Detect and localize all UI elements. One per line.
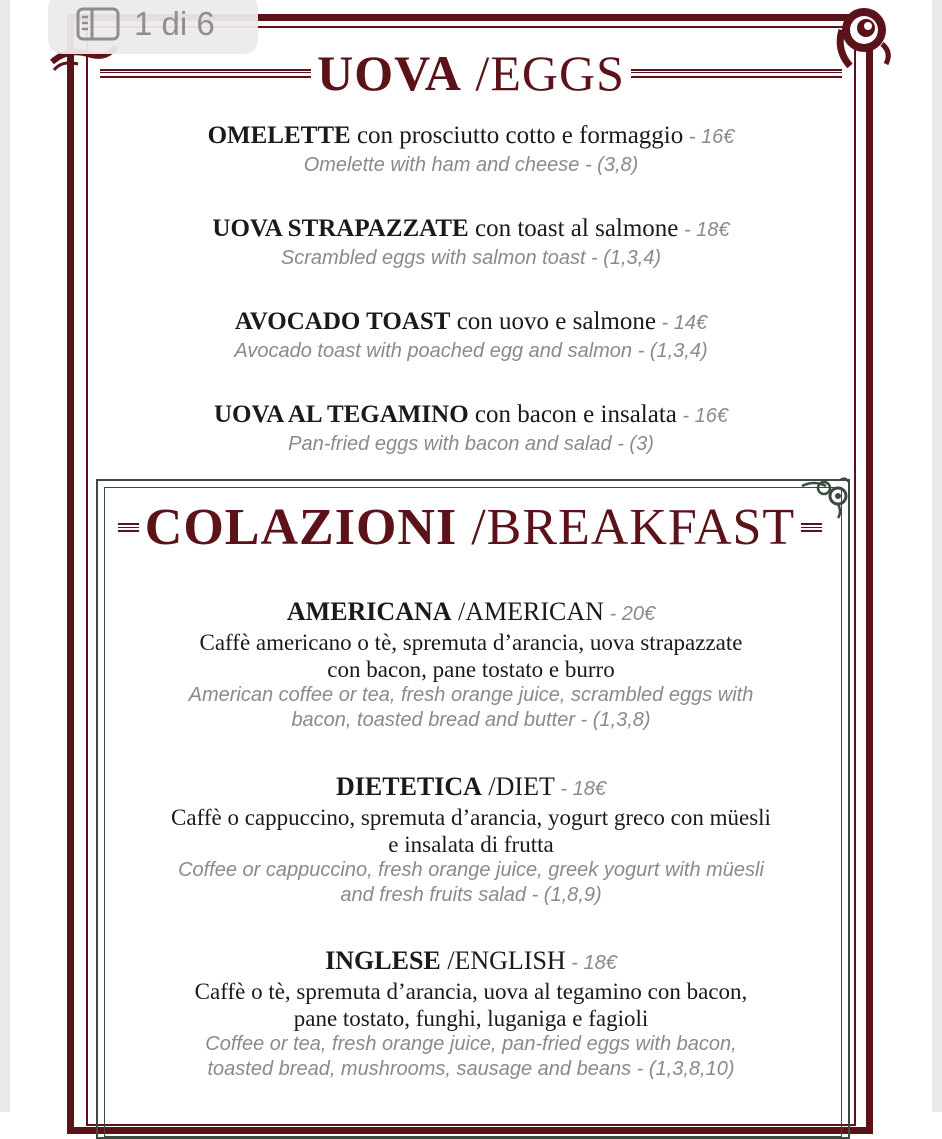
item-price: - 14€: [655, 312, 708, 334]
item-price: - 18€: [554, 778, 606, 800]
breakfast-title-sep: /: [457, 499, 487, 556]
item-translation: Omelette with ham and cheese - (3,8): [303, 154, 639, 176]
item-translation: American coffee or tea, fresh orange juice, scrambled eggs with: [188, 684, 754, 706]
menu-item-uova-al-tegamino: [100, 400, 842, 457]
menu-item-omelette: [100, 121, 842, 178]
breakfast-title-en: BREAKFAST: [486, 499, 796, 556]
item-name: OMELETTE: [207, 122, 351, 149]
item-translation: toasted bread, mushrooms, sausage and beans - (1,3,8,10): [207, 1058, 735, 1080]
page-edge-right: [932, 0, 942, 1112]
menu-item-uova-strapazzate: [100, 214, 842, 271]
item-translation: Avocado toast with poached egg and salmon - (1,3,4): [234, 340, 708, 362]
item-translation: Coffee or tea, fresh orange juice, pan-fried eggs with bacon,: [205, 1033, 737, 1055]
page-indicator[interactable]: [48, 0, 258, 54]
heading-rule-right: [801, 523, 822, 532]
item-name: UOVA AL TEGAMINO: [213, 401, 469, 428]
menu-item-dietetica: [120, 772, 822, 908]
item-price: - 16€: [676, 405, 729, 427]
item-price: - 16€: [683, 126, 735, 148]
heading-rule-right: [631, 69, 842, 78]
item-name-en: /ENGLISH: [440, 946, 566, 975]
page-edge-left: [0, 0, 10, 1112]
menu-item-inglese: [120, 946, 822, 1082]
item-name: DIETETICA: [335, 772, 482, 801]
item-description-it: Caffè o tè, spremuta d’arancia, uova al tegamino con bacon,: [194, 979, 748, 1004]
item-detail: con bacon e insalata: [468, 401, 677, 428]
item-description-it: e insalata di frutta: [388, 832, 554, 857]
menu-item-avocado-toast: [100, 307, 842, 364]
item-name-en: /AMERICAN: [451, 597, 604, 626]
menu-item-title: [100, 400, 842, 431]
menu-item-title: [100, 307, 842, 338]
menu-item-title: [100, 214, 842, 245]
menu-item-title: [120, 946, 822, 978]
breakfast-section-title: [139, 498, 801, 557]
item-translation: Coffee or cappuccino, fresh orange juice, greek yogurt with müesli: [178, 859, 764, 881]
item-translation: and fresh fruits salad - (1,8,9): [340, 884, 602, 906]
eggs-title-sep: /: [461, 45, 491, 101]
breakfast-title-it: COLAZIONI: [144, 499, 458, 556]
eggs-section-title: [311, 44, 631, 102]
item-detail: con uovo e salmone: [450, 308, 656, 335]
heading-rule-left: [118, 523, 139, 532]
menu-item-title: [100, 121, 842, 152]
item-name: AVOCADO TOAST: [234, 308, 451, 335]
item-price: - 20€: [603, 603, 656, 625]
item-translation: Scrambled eggs with salmon toast - (1,3,4): [280, 247, 662, 269]
item-name: INGLESE: [325, 946, 441, 975]
item-name: UOVA STRAPAZZATE: [212, 215, 469, 242]
item-price: - 18€: [678, 219, 730, 241]
item-description-it: con bacon, pane tostato e burro: [327, 657, 615, 682]
item-description-it: pane tostato, funghi, luganiga e fagioli: [293, 1006, 649, 1031]
item-description-it: Caffè americano o tè, spremuta d’arancia, uova strapazzate: [199, 630, 743, 655]
item-price: - 18€: [565, 952, 617, 974]
item-translation: bacon, toasted bread and butter - (1,3,8): [291, 709, 651, 731]
eggs-title-en: EGGS: [490, 45, 625, 101]
corner-ornament-swirl: [834, 0, 894, 70]
item-detail: con toast al salmone: [468, 215, 679, 242]
heading-rule-left: [100, 69, 311, 78]
breakfast-section-heading: [118, 498, 822, 557]
menu-item-title: [120, 772, 822, 804]
page-indicator-text: 1 di 6: [134, 5, 215, 42]
item-name: AMERICANA: [286, 597, 452, 626]
item-detail: con prosciutto cotto e formaggio: [350, 122, 684, 149]
menu-item-title: [120, 597, 822, 629]
item-translation: Pan-fried eggs with bacon and salad - (3): [288, 433, 654, 455]
item-description-it: Caffè o cappuccino, spremuta d’arancia, yogurt greco con müesli: [171, 805, 771, 830]
menu-item-americana: [120, 597, 822, 733]
sidebar-icon[interactable]: [76, 7, 120, 41]
eggs-title-it: UOVA: [317, 45, 462, 101]
item-name-en: /DIET: [481, 772, 555, 801]
